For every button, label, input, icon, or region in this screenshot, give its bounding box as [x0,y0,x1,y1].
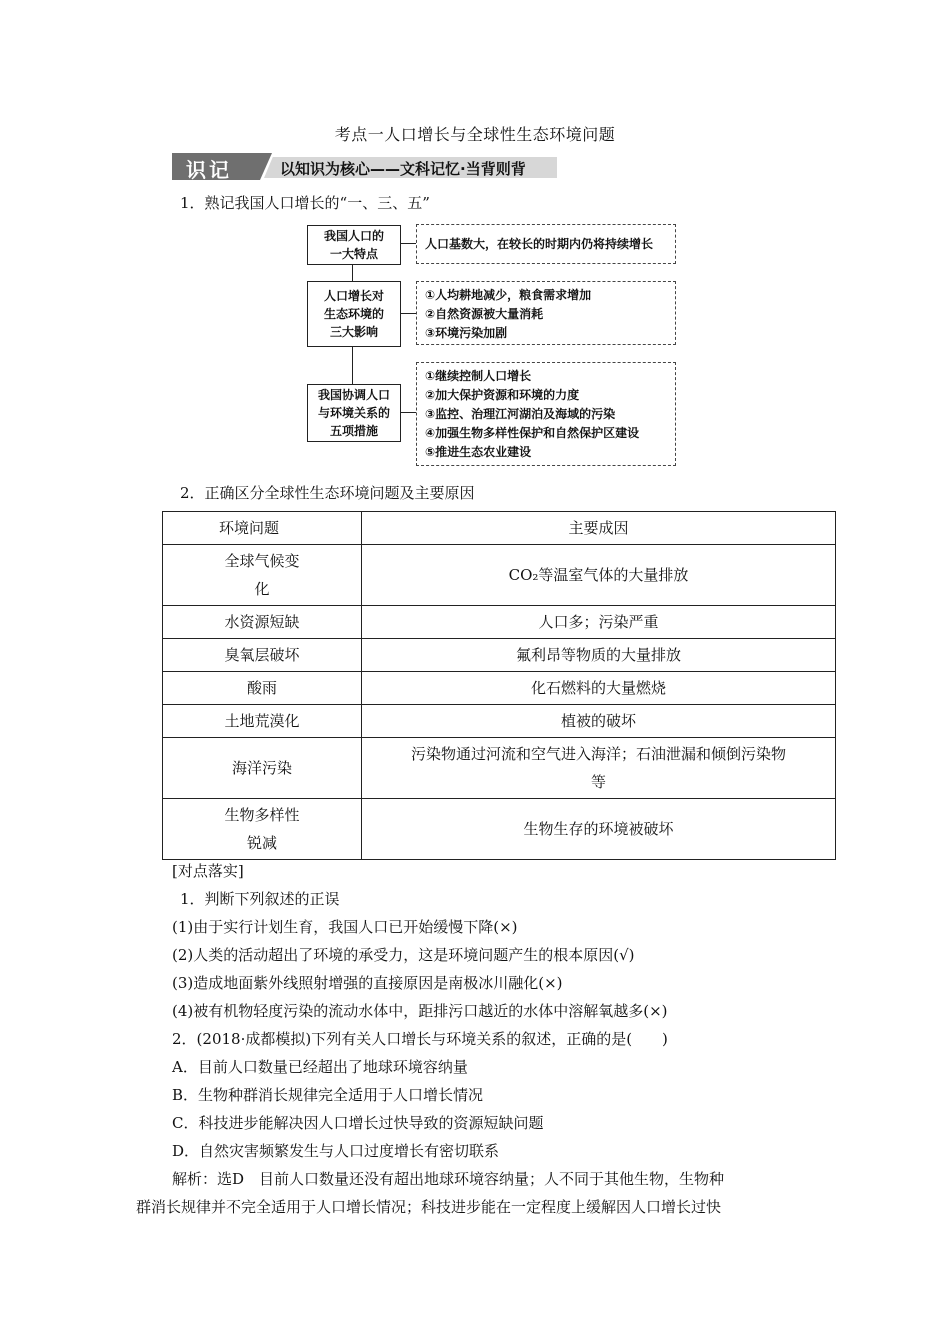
option-c: C．科技进步能解决因人口增长过快导致的资源短缺问题 [172,1114,544,1132]
table-cell: 海洋污染 [163,738,362,799]
diagram-detail-feature-text: 人口基数大，在较长的时期内仍将持续增长 [425,236,654,251]
table-header-cell: 主要成因 [362,512,836,545]
table-header-cell: 环境问题 [163,512,362,545]
table-row [163,606,836,639]
table-row [163,639,836,672]
diagram-box-feature [307,225,401,265]
connector-line [352,264,353,281]
banner-subtitle: 以知识为核心——文科记忆·当背则背 [280,160,526,178]
impact-item: ①人均耕地减少，粮食需求增加 [425,288,592,302]
measure-item: ⑤推进生态农业建设 [425,445,532,459]
table-row [163,705,836,738]
table-cell: 化石燃料的大量燃烧 [362,672,836,705]
table-cell: 生物生存的环境被破坏 [362,799,836,860]
table-row [163,545,836,606]
diagram-box-impacts [307,281,401,347]
question-1-item: (3)造成地面紫外线照射增强的直接原因是南极冰川融化(×) [172,974,563,992]
table-cell: 生物多样性 锐减 [163,799,362,860]
measure-item: ④加强生物多样性保护和自然保护区建设 [425,426,640,440]
table-cell: 水资源短缺 [163,606,362,639]
option-b: B．生物种群消长规律完全适用于人口增长情况 [172,1086,484,1104]
question-1: 1．判断下列叙述的正误 [180,890,340,908]
section-banner [172,153,557,180]
diagram-box-measures-label: 我国协调人口 与环境关系的 五项措施 [317,388,390,438]
question-1-item: (4)被有机物轻度污染的流动水体中，距排污口越近的水体中溶解氧越多(×) [172,1002,668,1020]
environment-problems-table [162,511,836,860]
impact-item: ②自然资源被大量消耗 [425,307,544,321]
practice-label: [对点落实] [172,862,244,880]
question-1-item: (1)由于实行计划生育，我国人口已开始缓慢下降(×) [172,918,518,936]
table-row [163,672,836,705]
question-1-item: (2)人类的活动超出了环境的承受力，这是环境问题产生的根本原因(√) [172,946,635,964]
section2-heading: 2．正确区分全球性生态环境问题及主要原因 [180,484,475,502]
diagram-detail-impacts [416,281,676,345]
table-cell: 臭氧层破坏 [163,639,362,672]
measure-item: ③监控、治理江河湖泊及海域的污染 [425,407,616,421]
diagram-box-impacts-label: 人口增长对 生态环境的 三大影响 [323,289,384,339]
diagram-detail-measures [416,362,676,466]
table-row [163,799,836,860]
connector-line [400,243,416,244]
question-2: 2．(2018·成都模拟)下列有关人口增长与环境关系的叙述，正确的是( ) [172,1030,668,1048]
connector-line [400,412,416,413]
table-row [163,738,836,799]
section1-heading: 1．熟记我国人口增长的“一、三、五” [180,194,430,212]
diagram-detail-feature [416,224,676,264]
table-cell: 植被的破坏 [362,705,836,738]
analysis-line: 解析：选D 目前人口数量还没有超出地球环境容纳量；人不同于其他生物，生物种 [172,1170,725,1188]
table-cell: 土地荒漠化 [163,705,362,738]
banner-tag: 识记 [186,158,232,182]
analysis-line: 群消长规律并不完全适用于人口增长情况；科技进步能在一定程度上缓解因人口增长过快 [136,1198,722,1216]
option-d: D．自然灾害频繁发生与人口过度增长有密切联系 [172,1142,500,1160]
option-a: A．目前人口数量已经超出了地球环境容纳量 [172,1058,468,1076]
table-cell: 氟利昂等物质的大量排放 [362,639,836,672]
page-title: 考点一人口增长与全球性生态环境问题 [334,125,616,144]
table-cell: 全球气候变 化 [163,545,362,606]
table-header-row [163,512,836,545]
table-cell: CO₂等温室气体的大量排放 [362,545,836,606]
connector-line [352,346,353,384]
table-cell: 酸雨 [163,672,362,705]
diagram-box-feature-label: 我国人口的 一大特点 [323,229,384,261]
connector-line [400,313,416,314]
impact-item: ③环境污染加剧 [425,326,508,340]
diagram-box-measures [307,384,401,442]
measure-item: ①继续控制人口增长 [425,369,532,383]
table-cell: 污染物通过河流和空气进入海洋；石油泄漏和倾倒污染物 等 [362,738,836,799]
measure-item: ②加大保护资源和环境的力度 [425,388,580,402]
table-cell: 人口多；污染严重 [362,606,836,639]
